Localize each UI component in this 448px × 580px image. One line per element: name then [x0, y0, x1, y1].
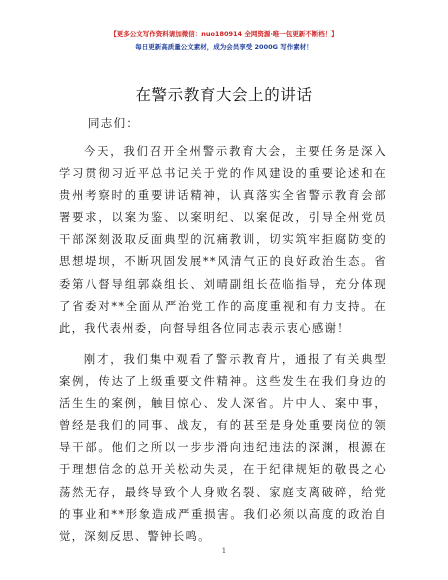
body-paragraph-2: 刚才，我们集中观看了警示教育片，通报了有关典型案例，传达了上级重要文件精神。这些发生在我们身边的活生生的案例，触目惊心、发人深省。片中人、案中事，曾经是我们的同事、战友，有的甚至是身处重要岗位的领导干部。他们之所以一步步滑向违纪违法的深渊，根源在于理想信念的总开关松动失灵，在于纪律规矩的敬畏之心荡然无存，最终导致个人身败名裂、家庭支离破碎，给党的事业和**形象造成严重损害。我们必须以高度的政治自觉，深刻反思、警钟长鸣。 — [59, 353, 387, 543]
promo-banner-line-2: 每日更新高质量公文素材，成为会员享受 2000G 写作素材！ — [135, 43, 313, 51]
promo-banner-line-1: 【更多公文写作资料请加微信：nuo180914 全网资源·唯一包更新不断档！】 — [110, 30, 338, 38]
body-paragraph-1: 今天，我们召开全州警示教育大会，主要任务是深入学习贯彻习近平总书记关于党的作风建设的重要论述和在贵州考察时的重要讲话精神，认真落实全省警示教育会部署要求，以案为鉴、以案明纪、以案促改，引导全州党员干部深刻汲取反面典型的沉痛教训，切实筑牢拒腐防变的思想堤坝，不断巩固发展**风清气正的良好政治生态。省委第八督导组郭焱组长、刘晴副组长莅临指导，充分体现了省委对**全面从严治党工作的高度重视和有力支持。在此，我代表州委，向督导组各位同志表示衷心感谢！ — [59, 145, 387, 335]
salutation: 同志们： — [88, 116, 140, 130]
document-title: 在警示教育大会上的讲话 — [135, 86, 313, 104]
page-number: 1 — [221, 547, 227, 555]
